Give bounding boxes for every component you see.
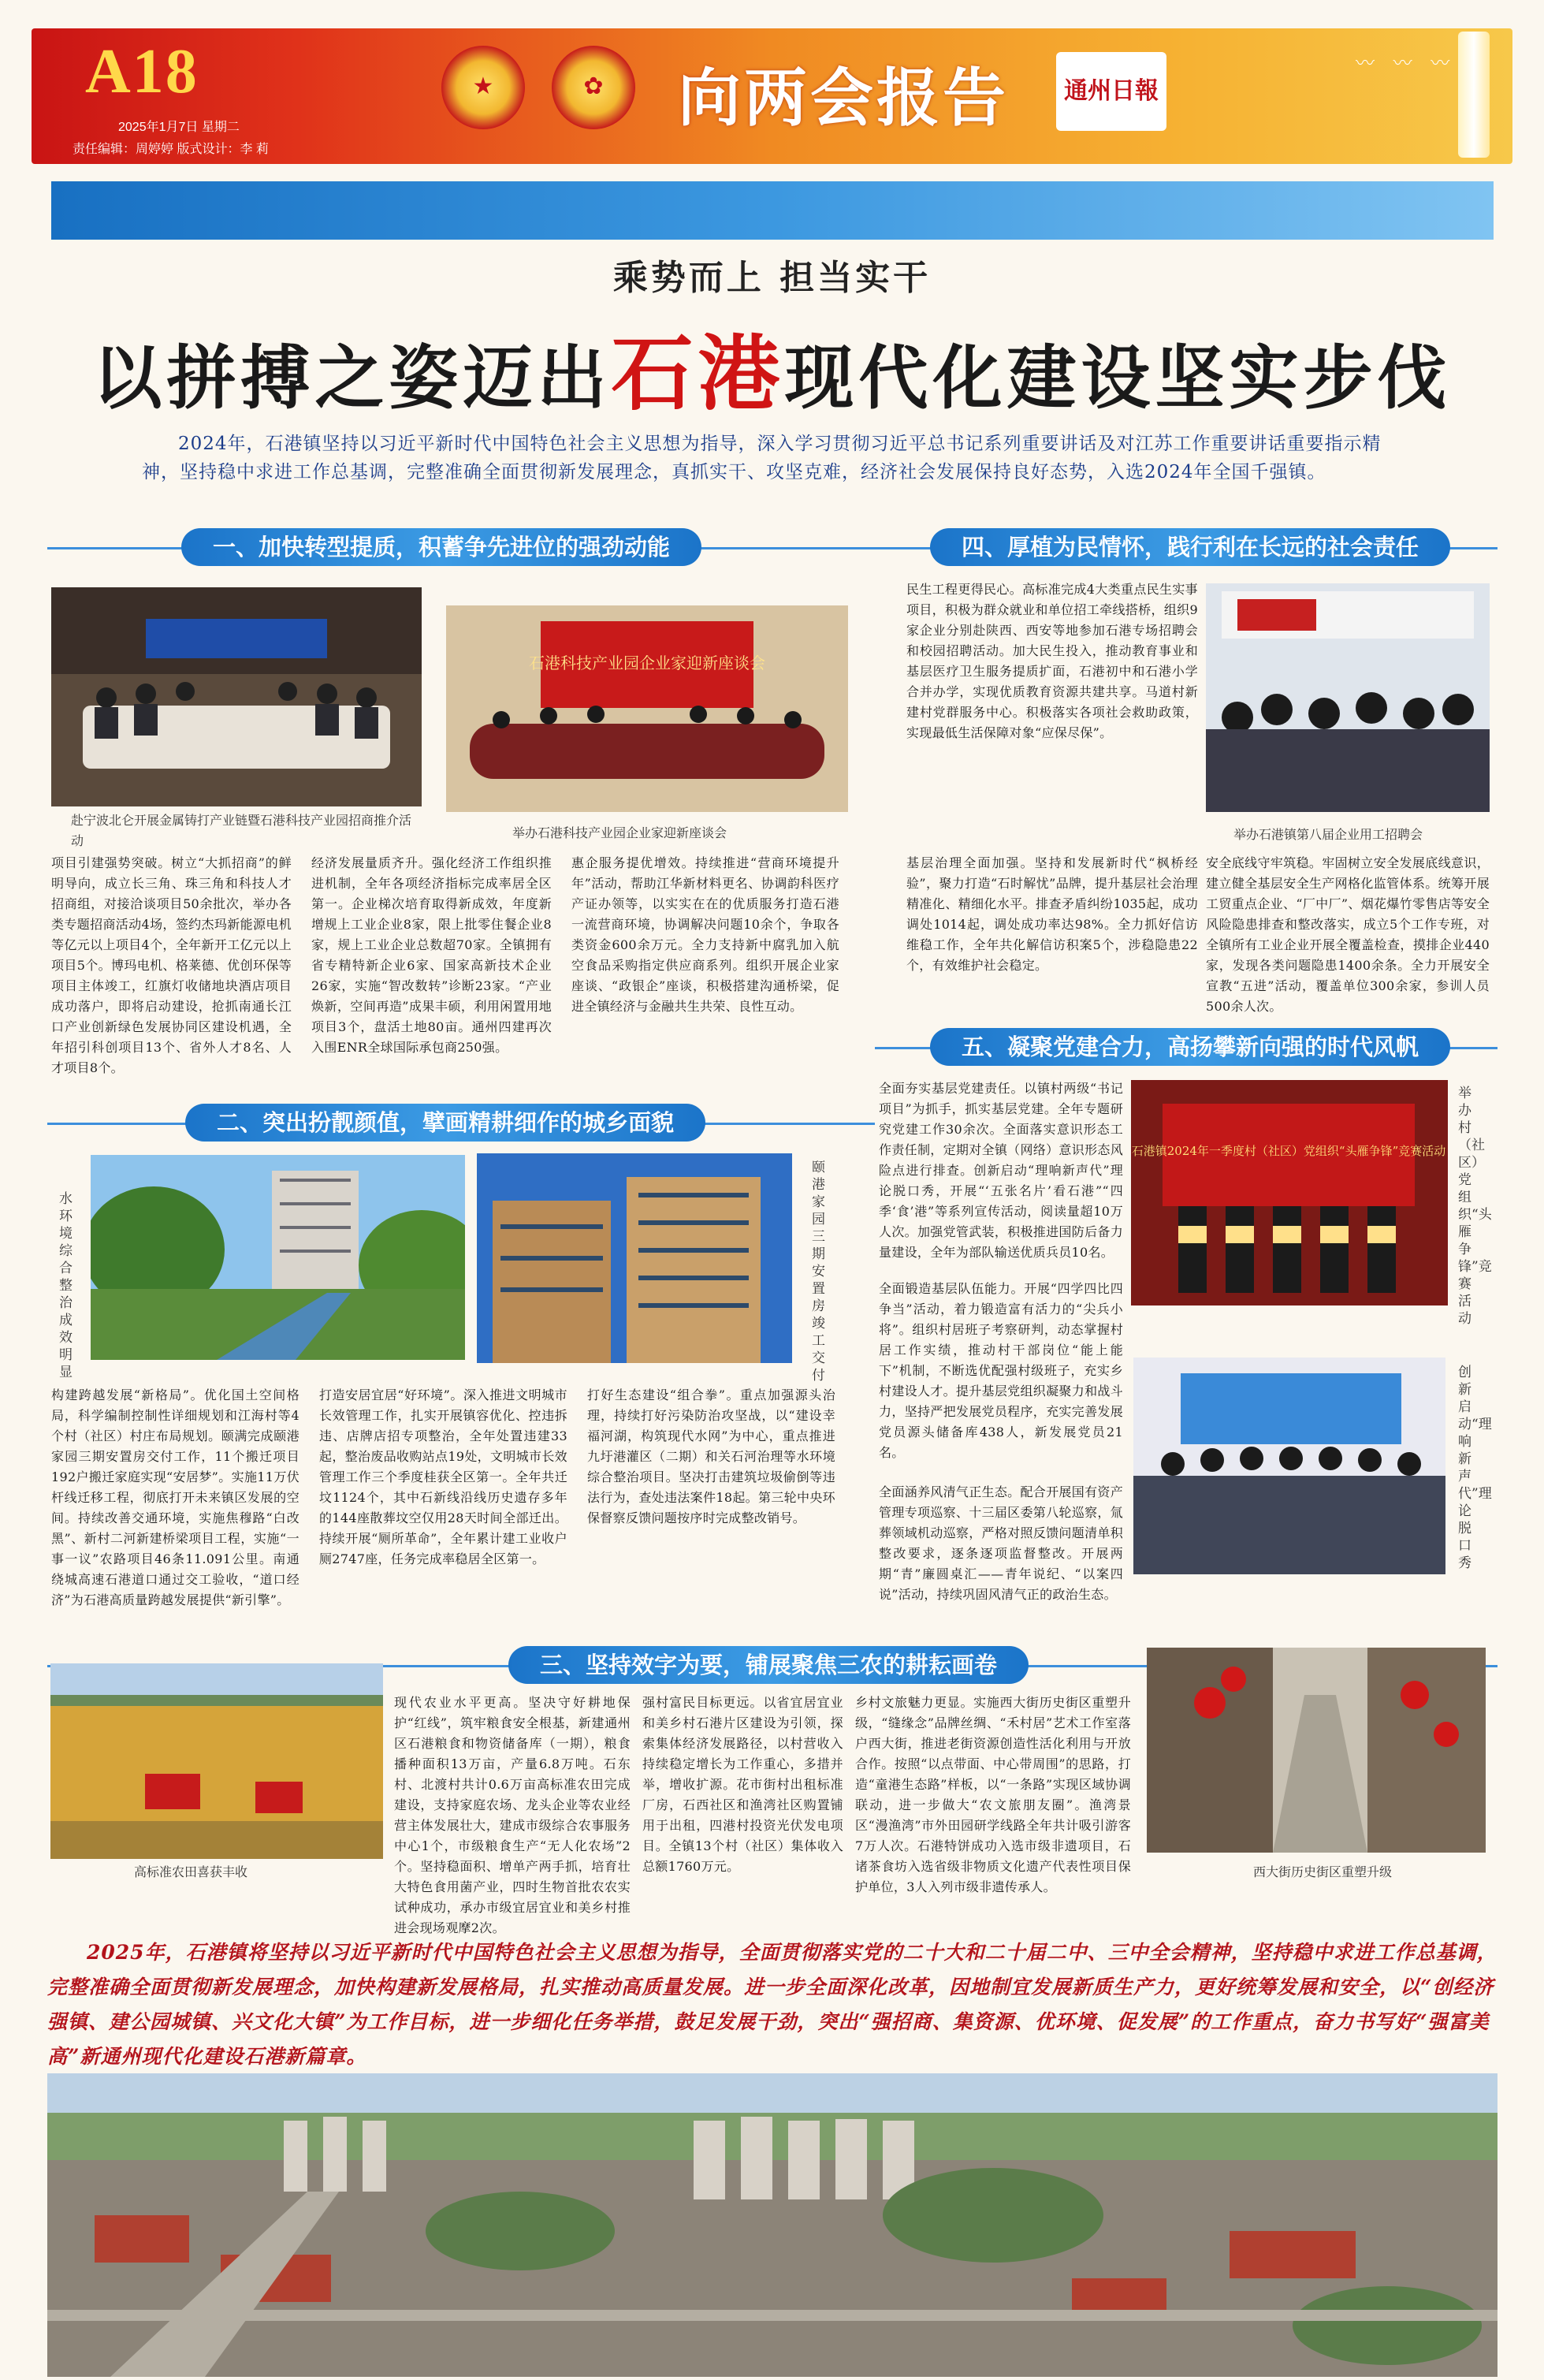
s4-column-3: 安全底线守牢筑稳。牢固树立安全发展底线意识，建立健全基层安全生产网格化监管体系。统筹开展工贸重点企业、“厂中厂”、烟花爆竹零售店等安全风险隐患排查和整改落实，成立5个工作专班，对全镇所有工业企业开展全覆盖检查，摸排企业440家，发现各类问题隐患1400余条。全力开展安全宣教“五进”活动，覆盖单位300余家，参训人员500余人次。 [1206, 855, 1490, 1014]
headline-highlight: 石港 [611, 326, 785, 422]
caption-7: 创新启动“理响新声代”理论脱口秀 [1458, 1365, 1492, 1571]
s4-column-1: 民生工程更得民心。高标准完成4大类重点民生实事项目，积极为群众就业和单位招工牵线搭桥，组织9家企业分别赴陕西、西安等地参加石港专场招聘会和校园招聘活动。加大民生投入，推动教育事业和基层医疗卫生服务提质扩面，石港初中和石港小学合并办学，实现优质教育资源共建共享。马道村新建村党群服务中心。积极落实各项社会救助政策，实现最低生活保障对象“应保尽保”。 [906, 582, 1198, 740]
caption-5: 颐港家园三期安置房竣工交付 [812, 1160, 825, 1384]
subtitle: 乘势而上 担当实干 [612, 258, 932, 298]
photo-aerial-town [47, 2073, 1497, 2377]
caption-4: 水环境综合整治成效明显 [59, 1191, 73, 1380]
photo-investment-meeting [51, 587, 422, 806]
editor-line: 责任编辑：周婷婷 版式设计：李 莉 [73, 143, 269, 156]
forum-banner-text: 石港科技产业园企业家迎新座谈会 [529, 654, 765, 672]
photo-historic-street [1147, 1648, 1486, 1853]
s1-column-3: 惠企服务提优增效。持续推进“营商环境提升年”活动，帮助江华新材料更名、协调韵科医疗产证办领等，以实实在在的优质服务打造石港一流营商环境，协调解决问题10余个，争取各类资金600余万元。全力支持新中腐乳加入航空食品采购指定供应商系列。组织开展企业家座谈、“政银企”座谈，积极搭建沟通桥梁，促进全镇经济与金融共生共荣、良性互动。 [571, 855, 839, 1014]
conclusion-paragraph: 2025年，石港镇将坚持以习近平新时代中国特色社会主义思想为指导，全面贯彻落实党的二十大和二十届二中、三中全会精神，坚持稳中求进工作总基调，完整准确全面贯彻新发展理念，加快构建新发展格局，扎实推动高质量发展。进一步全面深化改革，因地制宜发展新质生产力，更好统筹发展和安全，以“创经济强镇、建公园城镇、兴文化大镇”为工作目标，进一步细化任务举措，鼓足发展干劲，突出“强招商、集资源、优环境、促发展”的工作重点，奋力书写好“强富美高”新通州现代化建设石港新篇章。 [47, 1941, 1497, 2068]
s2-column-3: 打好生态建设“组合拳”。重点加强源头治理，持续打好污染防治攻坚战，以“建设幸福河湖，构筑现代水网”为中心，重点推进九圩港灌区（二期）和关石河治理等水环境综合整治项目。坚决打击建筑垃圾偷倒等违法行为，查处违法案件18起。第三轮中央环保督察反馈问题按序时完成整改销号。 [587, 1387, 835, 1525]
section-1-heading: 一、加快转型提质，积蓄争先进位的强劲动能 [181, 528, 701, 566]
s2-column-1: 构建跨越发展“新格局”。优化国土空间格局，科学编制控制性详细规划和江海村等4个村（社区）村庄布局规划。颐满完成颐港家园三期安置房交付工作，11个搬迁项目192户搬迁家庭实现“安居梦”。实施11万伏杆线迁移工程，彻底打开未来镇区发展的空间。持续改善交通环境，实施焦穆路“白改黑”、新村二河新建桥梁项目工程，实施“一事一议”农路项目46条11.091公里。南通绕城高速石港道口通过交工验收，“道口经济”为石港高质量跨越发展提供“新引擎”。 [51, 1387, 299, 1607]
newspaper-logo: 通州日報 [1056, 52, 1166, 131]
caption-6: 举办村（社区）党组织“头雁争锋”竞赛活动 [1458, 1086, 1492, 1327]
column-title: 向两会报告 [678, 61, 1009, 135]
s5-column-2: 全面锻造基层队伍能力。开展“四学四比四争当”活动，着力锻造富有活力的“尖兵小将”。组织村居班子考察研判，动态掌握村居工作实绩，推动村干部岗位“能上能下”机制，不断选优配强村级班子，充实乡村建设人才。提升基层党组织凝聚力和战斗力，坚持严把发展党员程序，充实完善发展党员源头储备库438人，新发展党员21名。 [879, 1281, 1123, 1460]
caption-2: 举办石港科技产业园企业家迎新座谈会 [512, 825, 727, 840]
header-band [51, 181, 1494, 240]
photo-harvest-field [50, 1663, 383, 1859]
caption-1: 赴宁波北仑开展金属铸打产业链暨石港科技产业园招商推介活动 [71, 813, 412, 848]
issue-date: 2025年1月7日 星期二 [118, 121, 240, 134]
caption-9: 西大街历史街区重塑升级 [1253, 1864, 1393, 1879]
page-number: A18 [85, 37, 199, 106]
main-headline: 以拼搏之姿迈出石港现代化建设坚实步伐 [92, 326, 1452, 422]
doves-decoration-icon: 〰 〰 〰 [1356, 52, 1457, 74]
huabiao-pillar-icon [1458, 32, 1490, 158]
s1-column-1: 项目引建强势突破。树立“大抓招商”的鲜明导向，成立长三角、珠三角和科技人才招商组，对接洽谈项目50余批次，举办各类专题招商活动4场，签约杰玛新能源电机等亿元以上项目4个，全年新开工亿元以上项目5个。博玛电机、格莱德、优创环保等项目主体竣工，红旗灯收储地块酒店项目成功落户，即将启动建设，抢抓南通长江口产业创新绿色发展协同区建设机遇，全年招引科创项目13个、省外人才8名、人才项目8个。 [51, 855, 292, 1075]
photo-waterside-residences [91, 1155, 465, 1360]
section-2-heading: 二、突出扮靓颜值，擘画精耕细作的城乡面貌 [185, 1104, 705, 1142]
s1-column-2: 经济发展量质齐升。强化经济工作组织推进机制，全年各项经济指标完成率居全区第一。企业梯次培育取得新成效，年度新增规上工业企业8家，限上批零住餐企业8家，规上工业企业总数超70家。全镇拥有省专精特新企业6家、国家高新技术企业26家，实施“智改数转”诊断23家。“产业焕新，空间再造”成果丰硕，利用闲置用地项目3个，盘活土地80亩。通州四建再次入围ENR全球国际承包商250强。 [311, 855, 552, 1055]
s2-column-2: 打造安居宜居“好环境”。深入推进文明城市长效管理工作，扎实开展镇容优化、控违拆违、店牌店招专项整治，全年处置违建33起，整治废品收购站点19处，文明城市长效管理工作三个季度桂获全区第一。全年共迁坟1124个，其中石新线沿线历史遗存多年的144座散葬坟空仅用28天时间全部迁出。持续开展“厕所革命”，全年累计建工业收户厕2747座，任务完成率稳居全区第一。 [319, 1387, 567, 1566]
intro-paragraph: 2024年，石港镇坚持以习近平新时代中国特色社会主义思想为指导，深入学习贯彻习近平总书记系列重要讲话及对江苏工作重要讲话重要指示精神，坚持稳中求进工作总基调，完整准确全面贯彻新发展理念，真抓实干、攻坚克难，经济社会发展保持良好态势，入选2024年全国千强镇。 [142, 434, 1382, 482]
s3-column-3: 乡村文旅魅力更显。实施西大街历史街区重塑升级，“缝缘念”品牌丝绸、“禾村居”艺术工作室落户西大街，推进老街资源创造性活化利用与开放合作。按照“以点带面、中心带周围”的思路，打造“童港生态路”样板，以“一条路”实现区域协调联动，进一步做大“农文旅朋友圈”。渔湾景区“漫渔湾”市外田园研学线路全年共计吸引游客7万人次。石港特饼成功入选市级非遗项目，石诸茶食坊入选省级非物质文化遗产代表性项目保护单位，3人入列市级非遗传承人。 [855, 1695, 1131, 1894]
photo-job-fair [1206, 583, 1490, 812]
photo-entrepreneur-forum [446, 605, 848, 812]
section-5-heading: 五、凝聚党建合力，高扬攀新向强的时代风帆 [930, 1028, 1450, 1066]
s5-column-3: 全面涵养风清气正生态。配合开展国有资产管理专项巡察、十三届区委第八轮巡察，氚葬领域机动巡察，严格对照反馈问题清单积整改要求，逐条逐项监督整改。开展两期“青”廉圆桌汇——青年说纪、“以案四说”活动，持续巩固风清气正的政治生态。 [879, 1484, 1123, 1602]
caption-8: 高标准农田喜获丰收 [134, 1864, 248, 1879]
section-3-heading: 三、坚持效字为要，铺展聚焦三农的耕耘画卷 [508, 1646, 1029, 1684]
section-4-heading: 四、厚植为民情怀，践行利在长远的社会责任 [930, 528, 1450, 566]
s5-column-1: 全面夯实基层党建责任。以镇村两级“书记项目”为抓手，抓实基层党建。全年专题研究党建工作30余次。全面落实意识形态工作责任制，定期对全镇（网络）意识形态风险点进行排查。创新启动“理响新声代”理论脱口秀，开展“‘五张名片’看石港”“四季‘食’港”等系列宣传活动，阅读量超10万人次。加强党管武装，积极推进国防后备力量建设，全年为部队输送优质兵员10名。 [879, 1081, 1123, 1260]
s3-column-1: 现代农业水平更高。坚决守好耕地保护“红线”，筑牢粮食安全根基，新建通州区石港粮食和物资储备库（一期），粮食播种面积13万亩，产量6.8万吨。石东村、北渡村共计0.6万亩高标准农田完成建设，支持家庭农场、龙头企业等农业经营主体发展壮大，建成市级综合农事服务中心1个，市级粮食生产“无人化农场”2个。坚持稳面积、增单产两手抓，培育壮大特色食用菌产业，四时生物首批农农实试种成功，承办市级宜居宜业和美乡村推进会现场观摩2次。 [394, 1695, 631, 1935]
caption-3: 举办石港镇第八届企业用工招聘会 [1233, 827, 1423, 842]
national-emblem-icon: ★ [441, 46, 525, 129]
photo-theory-talk-show [1133, 1358, 1445, 1574]
photo-party-competition [1131, 1080, 1448, 1305]
cppcc-emblem-icon: ✿ [552, 46, 635, 129]
party-banner-text: 石港镇2024年一季度村（社区）党组织“头雁争锋”竞赛活动 [1131, 1144, 1446, 1158]
s4-column-2: 基层治理全面加强。坚持和发展新时代“枫桥经验”，聚力打造“石时解忧”品牌，提升基层社会治理精准化、精细化水平。排查矛盾纠纷1035起，成功调处1014起，调处成功率达98%。全力抓好信访维稳工作，全年共化解信访积案5个，涉稳隐患22个，有效维护社会稳定。 [906, 855, 1198, 973]
photo-resettlement-housing [477, 1153, 792, 1363]
s3-column-2: 强村富民目标更远。以省宜居宜业和美乡村石港片区建设为引领，探索集体经济发展路径，以村营收入持续稳定增长为工作重心，多措并举，增收扩源。花市街村出租标准厂房，石西社区和渔湾社区购置铺用于出租，四港村投资光伏发电项目。全镇13个村（社区）集体收入总额1760万元。 [642, 1695, 843, 1874]
